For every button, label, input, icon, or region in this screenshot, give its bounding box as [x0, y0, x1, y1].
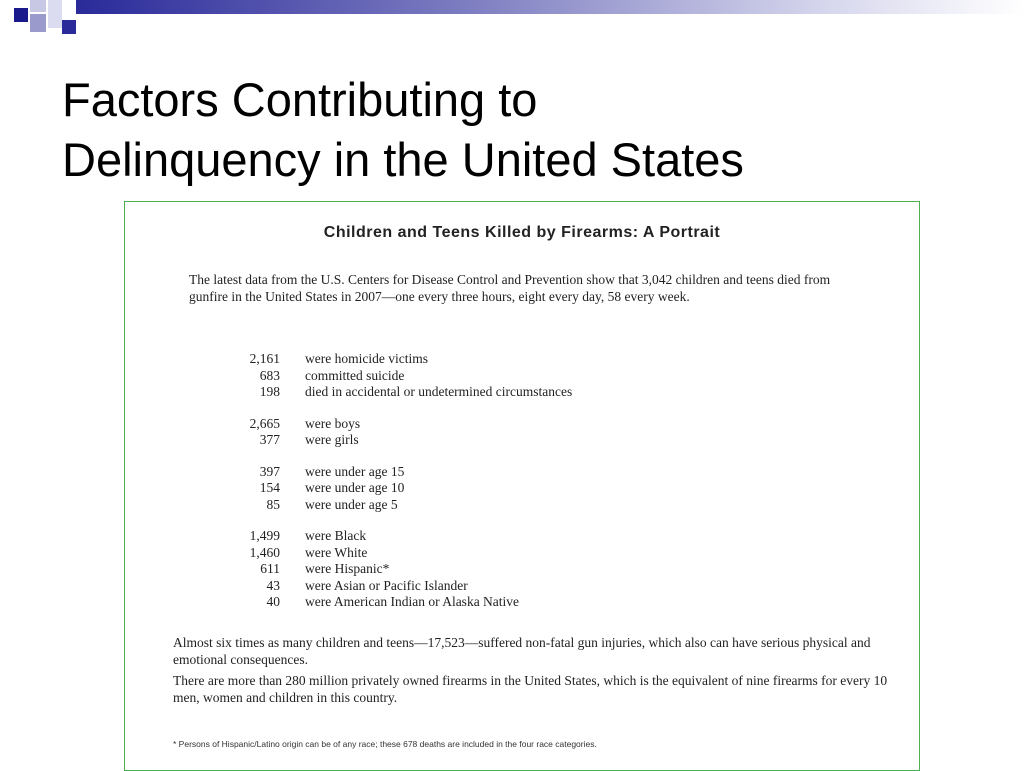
- stat-label: were Hispanic*: [305, 561, 390, 576]
- decor-square: [48, 0, 62, 28]
- decor-square: [30, 0, 46, 12]
- stat-label: were homicide victims: [305, 351, 428, 366]
- stat-label: committed suicide: [305, 367, 405, 383]
- stat-row: [225, 416, 825, 433]
- stat-label: were under age 10: [305, 480, 405, 495]
- stat-label: were White: [305, 544, 368, 560]
- stat-number: 85: [266, 496, 280, 512]
- stat-number: 2,161: [249, 351, 280, 366]
- intro-paragraph: The latest data from the U.S. Centers for Disease Control and Prevention show that 3,042 children and teens died from gunfire in the United States in 2007—one every three hours, eight every day, 58 every week.: [189, 272, 831, 304]
- stat-label: died in accidental or undetermined circumstances: [305, 384, 573, 399]
- stat-row: [225, 545, 825, 562]
- stat-row: [225, 594, 825, 611]
- footnote: * Persons of Hispanic/Latino origin can be of any race; these 678 deaths are included in the four race categories.: [173, 739, 597, 749]
- firearms-portrait-panel: [124, 201, 920, 771]
- slide-title: [62, 70, 962, 190]
- stat-row: [225, 464, 825, 481]
- decor-square: [62, 20, 76, 34]
- slide-decoration: [0, 0, 80, 42]
- stat-label: were Asian or Pacific Islander: [305, 577, 468, 593]
- stat-row: [225, 561, 825, 578]
- stat-row: [225, 497, 825, 514]
- stat-row: [225, 384, 825, 401]
- decor-square: [14, 8, 28, 22]
- stat-label: were girls: [305, 432, 359, 447]
- stat-number: 397: [259, 463, 280, 479]
- title-line-1: Factors Contributing to: [62, 73, 538, 126]
- stat-number: 683: [259, 367, 280, 383]
- stat-row: [225, 432, 825, 449]
- title-line-2: Delinquency in the United States: [62, 133, 744, 186]
- stat-group: [225, 351, 825, 401]
- nonfatal-injuries-paragraph: Almost six times as many children and teens—17,523—suffered non-fatal gun injuries, which also can have serious physical and emotional consequences.: [173, 635, 871, 667]
- stat-label: were boys: [305, 415, 361, 431]
- stat-number: 2,665: [249, 415, 280, 431]
- header-gradient-bar: [76, 0, 1024, 14]
- stat-number: 198: [259, 384, 280, 399]
- firearms-ownership-paragraph: There are more than 280 million privately owned firearms in the United States, which is the equivalent of nine firearms for every 10 men, women and children in this country.: [173, 673, 888, 705]
- stat-row: [225, 578, 825, 595]
- stat-number: 154: [259, 480, 280, 495]
- panel-heading: Children and Teens Killed by Firearms: A Portrait: [323, 224, 721, 241]
- stat-label: were American Indian or Alaska Native: [305, 594, 520, 609]
- stat-label: were Black: [305, 528, 367, 543]
- stat-number: 1,460: [249, 544, 280, 560]
- stat-group: [225, 528, 825, 611]
- stat-label: were under age 15: [305, 463, 405, 479]
- statistics-list: [225, 351, 825, 626]
- stat-number: 1,499: [249, 528, 280, 543]
- stat-row: [225, 351, 825, 368]
- stat-group: [225, 416, 825, 449]
- stat-number: 611: [260, 561, 280, 576]
- stat-row: [225, 480, 825, 497]
- stat-row: [225, 368, 825, 385]
- stat-label: were under age 5: [305, 496, 398, 512]
- stat-number: 40: [266, 594, 280, 609]
- stat-number: 43: [266, 577, 280, 593]
- stat-group: [225, 464, 825, 514]
- stat-row: [225, 528, 825, 545]
- stat-number: 377: [259, 432, 280, 447]
- decor-square: [30, 14, 46, 32]
